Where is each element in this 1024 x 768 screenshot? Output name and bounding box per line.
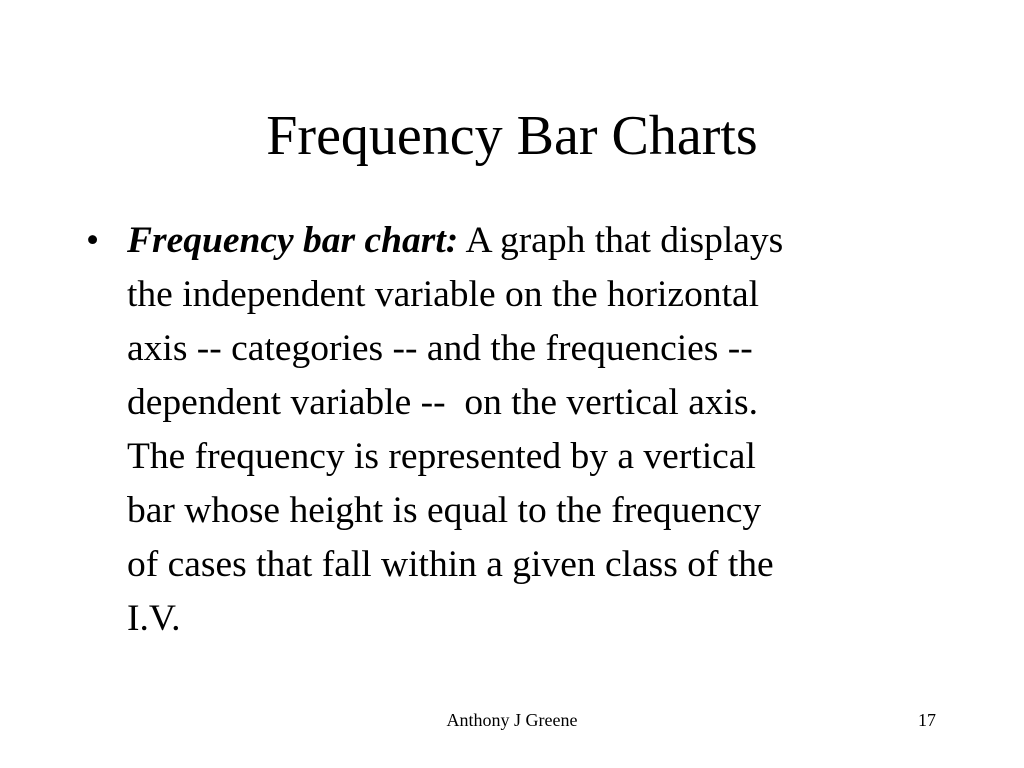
bullet-line-3: axis -- categories -- and the frequencies -- [127,328,753,369]
bullet-line-5: The frequency is represented by a vertical [127,436,756,477]
slide-title: Frequency Bar Charts [266,105,758,167]
bullet-list [86,214,946,646]
bullet-marker: • [86,220,100,261]
bullet-line-1-text: A graph that displays [458,220,784,261]
bullet-item [86,214,946,646]
footer-author: Anthony J Greene [446,710,578,730]
bullet-line-2: the independent variable on the horizontal [127,274,760,315]
bullet-line-7: of cases that fall within a given class of the [127,544,774,585]
footer-page-number: 17 [918,710,936,730]
bullet-line-6: bar whose height is equal to the frequency [127,490,762,531]
bullet-line-4: dependent variable -- on the vertical axis. [127,382,758,423]
bullet-line-8: I.V. [127,598,181,639]
bullet-line-1 [127,214,946,268]
bullet-term: Frequency bar chart: [127,220,459,261]
